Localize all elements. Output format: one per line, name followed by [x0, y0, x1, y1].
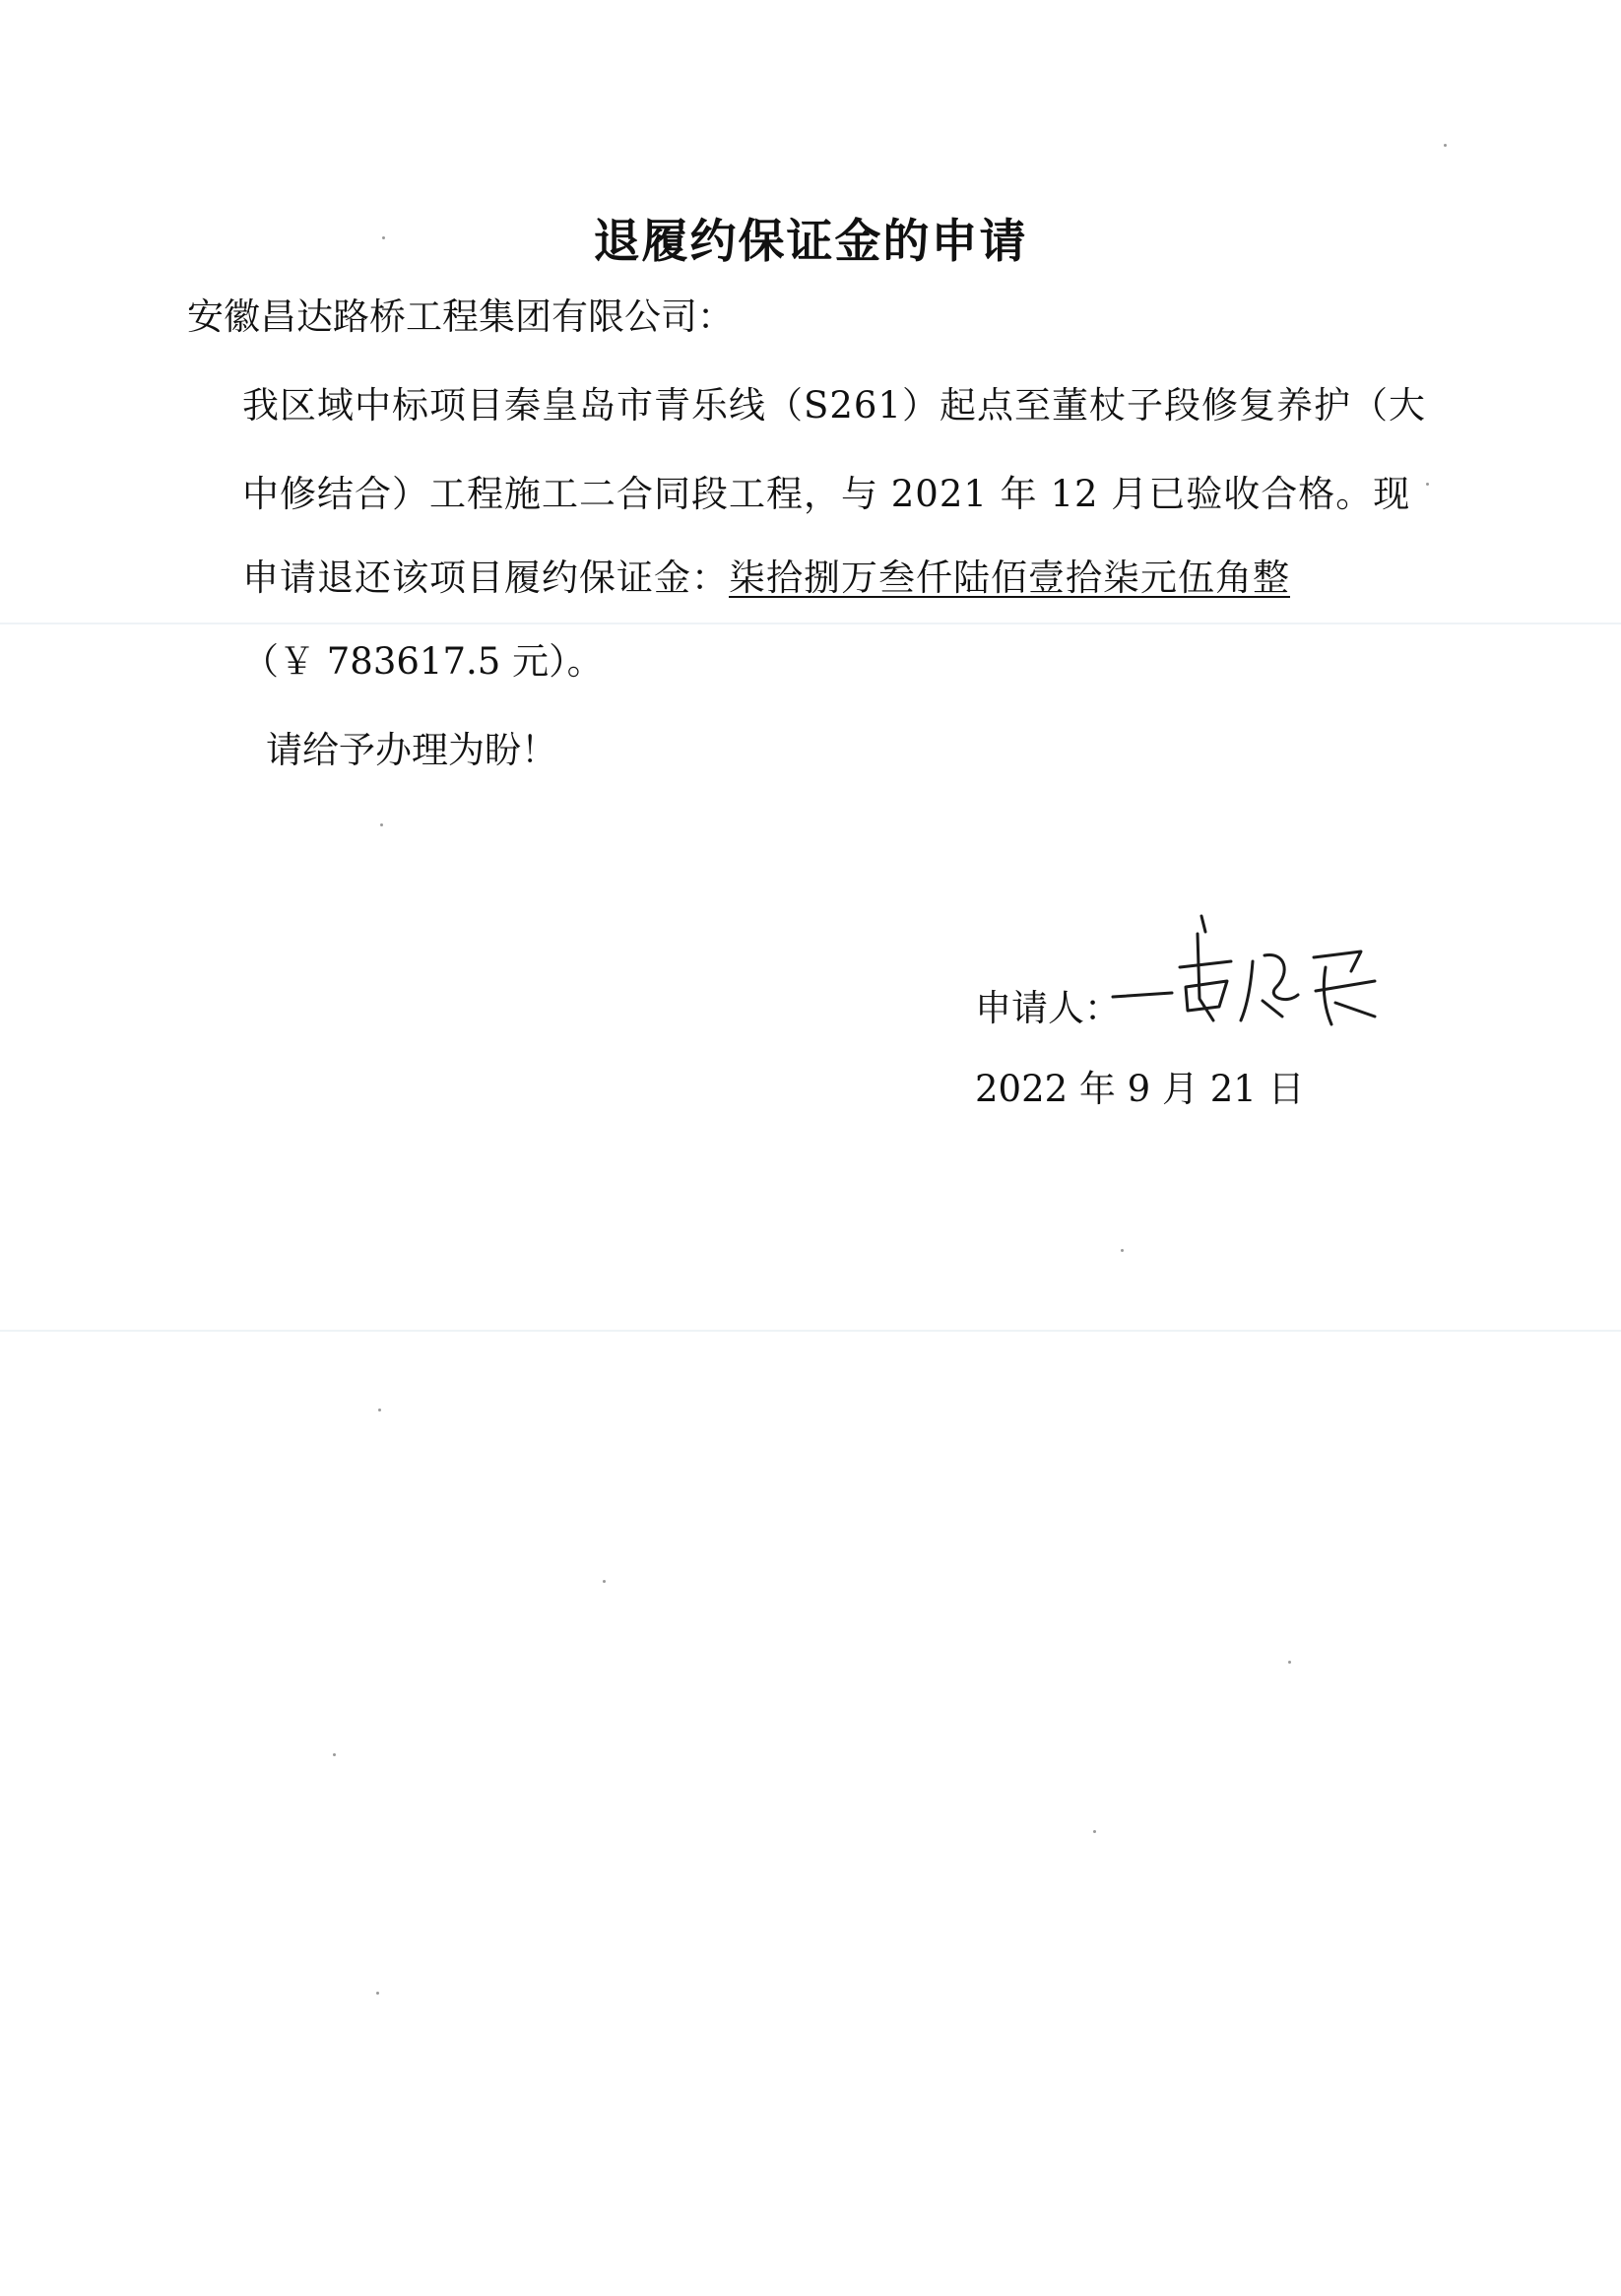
- scan-speck: [333, 1753, 336, 1756]
- scan-speck: [603, 1580, 606, 1583]
- scan-speck: [1426, 483, 1429, 486]
- scan-speck: [1121, 1249, 1124, 1252]
- amount-in-figures: （￥ 783617.5 元）。: [242, 640, 604, 683]
- body-line-1: 我区域中标项目秦皇岛市青乐线（S261）起点至董杖子段修复养护（大: [242, 384, 1426, 426]
- body-line-2: 中修结合）工程施工二合同段工程，与 2021 年 12 月已验收合格。现: [242, 473, 1411, 515]
- scan-speck: [1444, 144, 1447, 147]
- application-date: 2022 年 9 月 21 日: [975, 1068, 1305, 1110]
- scan-speck: [1093, 1830, 1096, 1833]
- body-line-3: [242, 555, 1290, 602]
- scan-speck: [1288, 1661, 1291, 1664]
- scan-speck: [376, 1992, 379, 1995]
- applicant-label: 申请人：: [975, 987, 1121, 1029]
- amount-in-words: 柒拾捌万叁仟陆佰壹拾柒元伍角整: [729, 557, 1290, 599]
- scan-artifact-line: [0, 1330, 1621, 1332]
- scan-speck: [380, 823, 383, 826]
- closing-line: 请给予办理为盼！: [266, 729, 557, 771]
- scan-artifact-line: [0, 623, 1621, 624]
- deposit-request-text: 申请退还该项目履约保证金：: [242, 557, 729, 599]
- scan-speck: [378, 1409, 381, 1411]
- handwritten-signature: [1103, 896, 1398, 1054]
- addressee: 安徽昌达路桥工程集团有限公司：: [187, 295, 734, 338]
- document-title: 退履约保证金的申请: [593, 215, 1028, 269]
